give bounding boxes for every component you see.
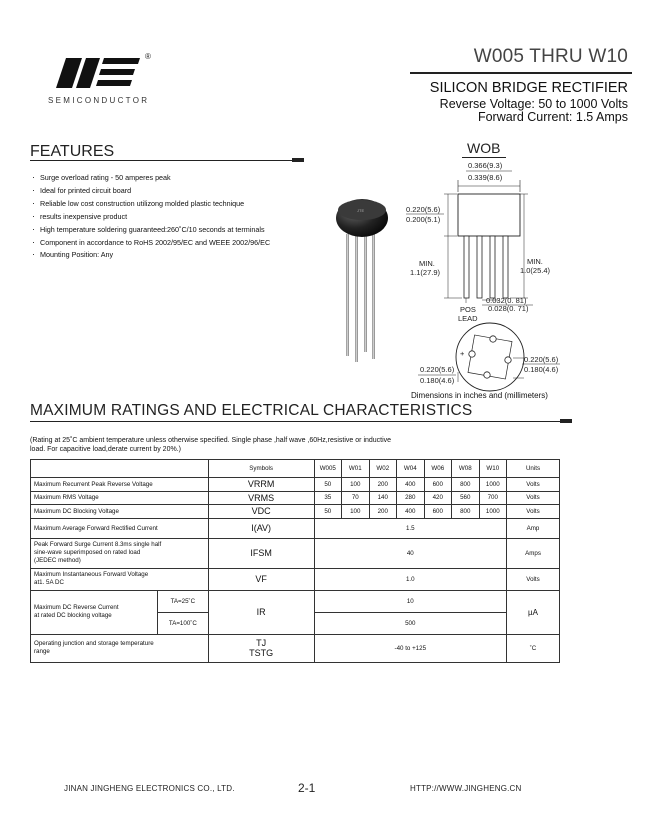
row-label-line: Operating junction and storage temperature [34,640,154,647]
features-rule-end [292,158,304,162]
cell-value: 50 [314,505,342,519]
header-symbols: Symbols [208,460,314,478]
table-row [31,590,560,612]
row-unit: µA [507,590,560,634]
logo-subtitle: SEMICONDUCTOR [48,96,150,105]
row-label-line: Peak Forward Surge Current 8.3ms single half [34,541,162,548]
row-label-line: Maximum Instantaneous Forward Voltage [34,571,149,578]
dimensions-caption: Dimensions in inches and (millimeters) [411,391,548,400]
row-symbol [208,634,314,662]
row-label-line: (JEDEC method) [34,557,81,564]
dim-bl1: 0.220(5.6) [420,365,455,374]
dim-minr2: 1.0(25.4) [520,266,551,275]
title-rule [410,72,632,74]
row-label: Maximum RMS Voltage [31,491,209,505]
ratings-rule-end [560,419,572,423]
dim-top1: 0.366(9.3) [468,161,503,170]
row-label [31,538,209,568]
cell-value: 700 [479,491,507,505]
row-symbol: VF [208,568,314,590]
symbol-line: TSTG [249,648,274,658]
table-row [31,478,560,492]
features-heading: FEATURES [30,143,115,160]
features-list [30,172,270,262]
ratings-note-2: load. For capacitive load,derate current by 20%.) [30,446,181,453]
page-title: W005 THRU W10 [473,46,628,67]
row-symbol: IR [208,590,314,634]
row-unit: ˚C [507,634,560,662]
cell-value: 35 [314,491,342,505]
feature-item: · Mounting Position: Any [30,249,270,262]
cell-value: 140 [369,491,397,505]
cell-value: 800 [452,505,480,519]
feature-item: · Component in accordance to RoHS 2002/95/EC and WEEE 2002/96/EC [30,237,270,250]
table-row [31,538,560,568]
jj-logo-mark [52,56,142,90]
cell-value: 40 [314,538,507,568]
cell-value: 1000 [479,505,507,519]
header-w10: W10 [479,460,507,478]
row-label [31,590,158,634]
dim-minl1: MIN. [419,259,435,268]
dim-bl2: 0.180(4.6) [420,376,455,385]
package-name: WOB [467,140,501,156]
cell-value: 10 [314,590,507,612]
ratings-heading: MAXIMUM RATINGS AND ELECTRICAL CHARACTERISTICS [30,402,473,419]
cell-value: 800 [452,478,480,492]
cell-value: 200 [369,478,397,492]
row-label-line: at rated DC blocking voltage [34,612,112,619]
company-logo [52,56,142,90]
table-header-row [31,460,560,478]
row-label [31,568,209,590]
footer-page-number: 2-1 [298,781,316,795]
pos-label1: POS [460,305,476,314]
table-row [31,491,560,505]
header-w01: W01 [342,460,370,478]
row-unit: Amp [507,518,560,538]
product-name: SILICON BRIDGE RECTIFIER [429,80,628,96]
dim-top2: 0.339(8.6) [468,173,503,182]
table-header-blank [31,460,209,478]
footer-company: JINAN JINGHENG ELECTRONICS CO., LTD. [64,784,235,793]
header-w04: W04 [397,460,425,478]
dim-minl2: 1.1(27.9) [410,268,441,277]
registered-mark: ® [145,52,151,61]
ratings-note-1: (Rating at 25˚C ambient temperature unless otherwise specified. Single phase ,half wave ,60Hz,resistive or inductive [30,437,392,444]
cell-value: 280 [397,491,425,505]
feature-item: · High temperature soldering guaranteed:260˚C/10 seconds at terminals [30,224,270,237]
table-row [31,518,560,538]
cell-value: -40 to +125 [314,634,507,662]
header-w08: W08 [452,460,480,478]
table-row [31,505,560,519]
condition-cell: TA=100˚C [157,612,208,634]
row-symbol: I(AV) [208,518,314,538]
row-label-line: sine-wave superimposed on rated load [34,549,141,556]
cell-value: 400 [397,505,425,519]
header-w06: W06 [424,460,452,478]
row-symbol: VRMS [208,491,314,505]
row-label-line: Maximum DC Reverse Current [34,604,119,611]
row-symbol: VDC [208,505,314,519]
package-outline-drawing [400,158,630,423]
cell-value: 600 [424,478,452,492]
cell-value: 100 [342,505,370,519]
header-units: Units [507,460,560,478]
row-label: Maximum Recurrent Peak Reverse Voltage [31,478,209,492]
symbol-line: TJ [256,638,267,648]
feature-item: · results inexpensive product [30,211,270,224]
table-row [31,634,560,662]
row-unit: Volts [507,568,560,590]
svg-text:JTE: JTE [357,208,365,213]
footer-url: HTTP://WWW.JINGHENG.CN [410,784,522,793]
header-w005: W005 [314,460,342,478]
row-label: Maximum DC Blocking Voltage [31,505,209,519]
header-w02: W02 [369,460,397,478]
condition-cell: TA=25˚C [157,590,208,612]
cell-value: 500 [314,612,507,634]
dim-left2: 0.200(5.1) [406,215,441,224]
row-symbol: IFSM [208,538,314,568]
plus-mark: + [460,349,465,358]
row-label: Maximum Average Forward Rectified Current [31,518,209,538]
dim-br2: 0.180(4.6) [524,365,559,374]
cell-value: 100 [342,478,370,492]
features-rule [30,160,302,161]
dim-minr1: MIN. [527,257,543,266]
feature-item: · Surge overload rating - 50 amperes peak [30,172,270,185]
dim-lead2: 0.028(0. 71) [488,304,529,313]
row-unit: Volts [507,491,560,505]
cell-value: 600 [424,505,452,519]
ratings-rule [30,421,570,422]
cell-value: 1.0 [314,568,507,590]
feature-item: · Ideal for printed circuit board [30,185,270,198]
dim-lead1: 0.032(0. 81) [486,296,527,305]
table-row [31,568,560,590]
dim-left1: 0.220(5.6) [406,205,441,214]
cell-value: 1000 [479,478,507,492]
row-unit: Volts [507,478,560,492]
row-unit: Volts [507,505,560,519]
row-unit: Amps [507,538,560,568]
cell-value: 400 [397,478,425,492]
ratings-table [30,459,560,663]
row-label-line: range [34,648,50,655]
row-label-line: at1. 5A DC [34,579,64,586]
reverse-voltage: Reverse Voltage: 50 to 1000 Volts [439,97,628,111]
forward-current: Forward Current: 1.5 Amps [477,110,628,124]
row-symbol: VRRM [208,478,314,492]
cell-value: 420 [424,491,452,505]
cell-value: 200 [369,505,397,519]
cell-value: 50 [314,478,342,492]
cell-value: 1.5 [314,518,507,538]
bridge-rectifier-image [335,198,395,363]
cell-value: 560 [452,491,480,505]
dim-br1: 0.220(5.6) [524,355,559,364]
feature-item: · Reliable low cost construction utilizong molded plastic technique [30,198,270,211]
component-photo [335,198,395,363]
cell-value: 70 [342,491,370,505]
row-label [31,634,209,662]
pos-label2: LEAD [458,314,478,323]
